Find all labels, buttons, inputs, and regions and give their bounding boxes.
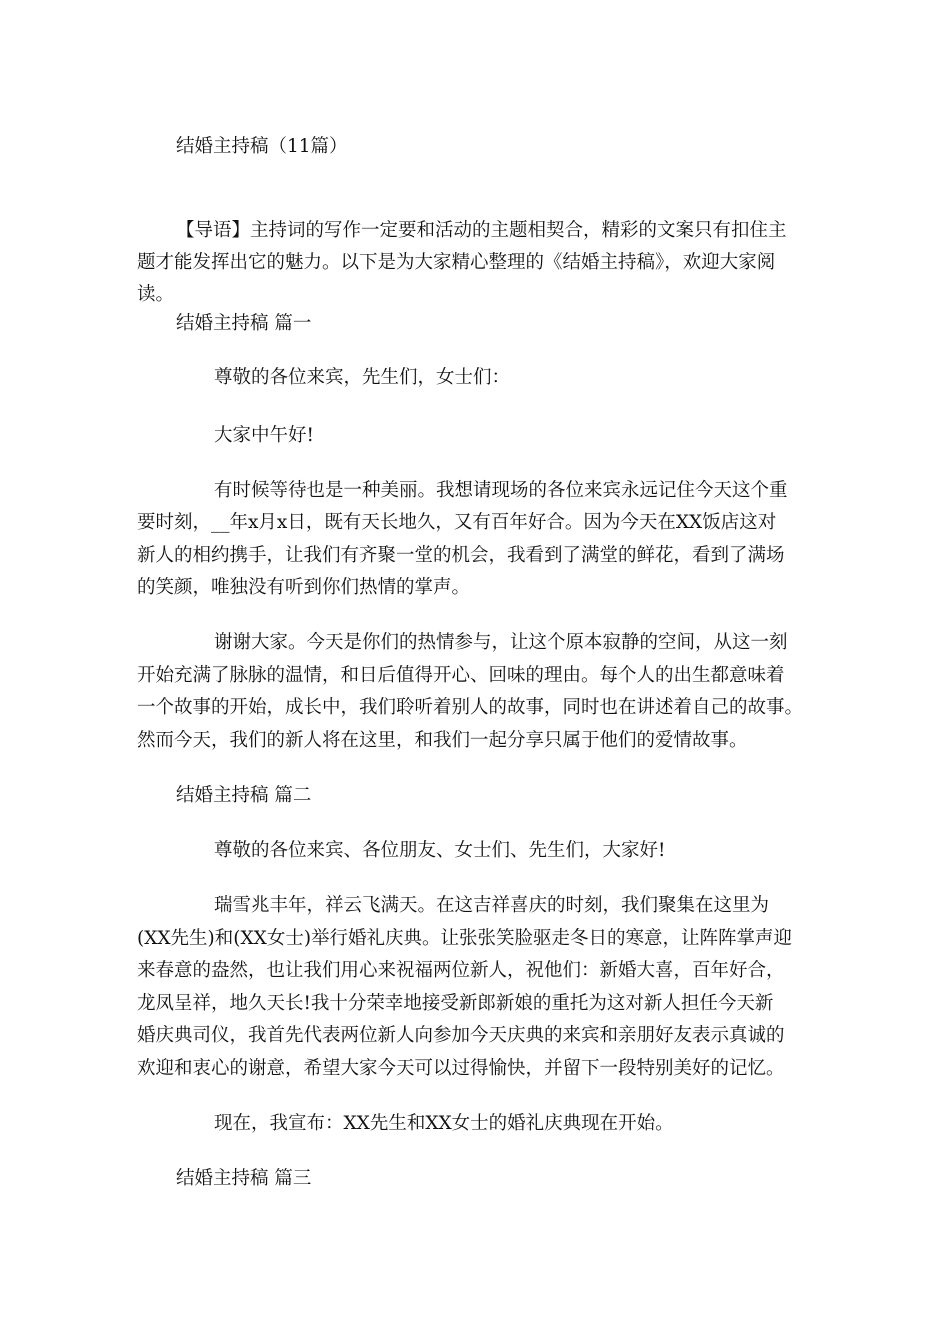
section2-para1-line-3: 来春意的盎然，也让我们用心来祝福两位新人，祝他们：新婚大喜，百年好合， — [137, 960, 785, 981]
section2-announcement: 现在，我宣布：XX先生和XX女士的婚礼庆典现在开始。 — [214, 1113, 674, 1134]
section1-salutation: 大家中午好! — [214, 425, 314, 446]
section2-para1-line-1: 瑞雪兆丰年，祥云飞满天。在这吉祥喜庆的时刻，我们聚集在这里为 — [214, 895, 770, 916]
section1-greeting: 尊敬的各位来宾，先生们，女士们： — [214, 367, 511, 388]
document-title: 结婚主持稿（11篇） — [176, 136, 348, 157]
section1-para2-line-1: 谢谢大家。今天是你们的热情参与，让这个原本寂静的空间，从这一刻 — [214, 632, 788, 653]
section1-heading: 结婚主持稿 篇一 — [176, 313, 312, 334]
section1-para1-line-2: 要时刻，__年x月x日，既有天长地久，又有百年好合。因为今天在XX饭店这对 — [137, 512, 777, 533]
section1-para1-line-4: 的笑颜，唯独没有听到你们热情的掌声。 — [137, 577, 471, 598]
section1-para2-line-2: 开始充满了脉脉的温情，和日后值得开心、回味的理由。每个人的出生都意味着 — [137, 665, 785, 686]
section1-para1-line-3: 新人的相约携手，让我们有齐聚一堂的机会，我看到了满堂的鲜花，看到了满场 — [137, 545, 785, 566]
intro-line-1: 【导语】主持词的写作一定要和活动的主题相契合，精彩的文案只有扣住主 — [176, 220, 787, 241]
section1-para1-line-1: 有时候等待也是一种美丽。我想请现场的各位来宾永远记住今天这个重 — [214, 480, 788, 501]
section2-para1-line-5: 婚庆典司仪，我首先代表两位新人向参加今天庆典的来宾和亲朋好友表示真诚的 — [137, 1025, 785, 1046]
section1-para2-line-3: 一个故事的开始，成长中，我们聆听着别人的故事，同时也在讲述着自己的故事。 — [137, 697, 804, 718]
section2-para1-line-2: (XX先生)和(XX女士)举行婚礼庆典。让张张笑脸驱走冬日的寒意，让阵阵掌声迎 — [137, 928, 793, 949]
section2-para1-line-6: 欢迎和衷心的谢意，希望大家今天可以过得愉快，并留下一段特别美好的记忆。 — [137, 1058, 785, 1079]
section1-para2-line-4: 然而今天，我们的新人将在这里，和我们一起分享只属于他们的爱情故事。 — [137, 730, 748, 751]
section2-para1-line-4: 龙凤呈祥，地久天长!我十分荣幸地接受新郎新娘的重托为这对新人担任今天新 — [137, 993, 774, 1014]
intro-line-2: 题才能发挥出它的魅力。以下是为大家精心整理的《结婚主持稿》，欢迎大家阅 — [137, 252, 776, 273]
intro-line-3: 读。 — [137, 284, 175, 305]
section3-heading: 结婚主持稿 篇三 — [176, 1168, 312, 1189]
section2-heading: 结婚主持稿 篇二 — [176, 785, 312, 806]
section2-greeting: 尊敬的各位来宾、各位朋友、女士们、先生们，大家好! — [214, 840, 666, 861]
